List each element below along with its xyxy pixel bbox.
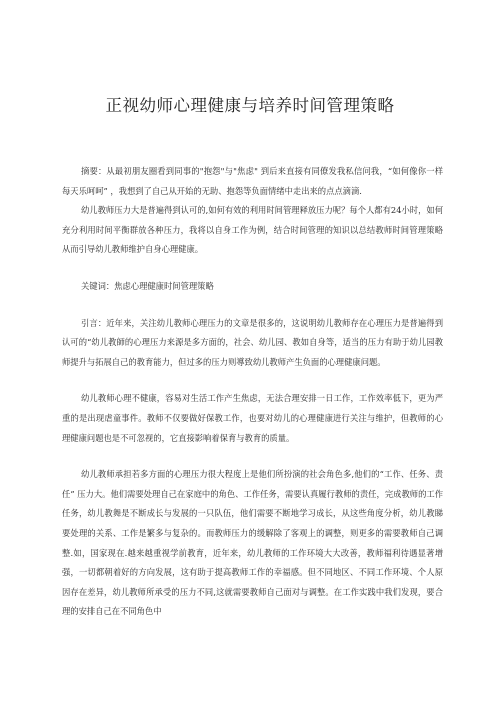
body-paragraph-3: 幼儿教师承担若多方面的心理压力很大程度上是他们所扮演的社会角色多,他们的“工作、任务、责任” 压力大。他们需要处理自己在家庭中的角色、工作任务，需要认真履行教师的责任，完成教师的工作任务，幼儿教舞是不断成长与发展的一只队伍，他们需要不断地学习成长，从这些角度分析，幼儿教睇要处理的关系、工作是繁多与复杂的。而教师压力的缓解除了客观上的调整，则更多的需要教师自己调整.如，国家现在.越来越重视学前教育，近年来，幼儿教师的工作环境大大改善，教师福利待遇显著增强，一切都朝着好的方向发展，这有助于提高教师工作的幸福感。但不同地区、不同工作环境、个人原因存在差异，幼儿教师所承受的压力不同,这就需要教师自己面对与调整。在工作实践中我们发现，要合理的安排自己在不同角色中: [62, 469, 443, 617]
abstract-paragraph-1: 摘要：从最初朋友圈看到同事的"抱怨"与"焦虑" 到后来直接有同僚发我私信问我，“如何像你一样每天乐呵呵” ，我想到了自己从开始的无助、抱怨等负面情绪中走出来的点点滴滴.: [62, 166, 443, 196]
introduction-paragraph: 引言：近年来，关注幼儿教师心理压力的文章是很多的，这说明幼儿教师存在心理压力是普遍得到认可的“幼儿教師的心理压力来源是多方面的，社会、幼儿园、教如自身等，适当的压力有助于幼儿园教师提升与拓展自己的教育能力，但过多的压力则導致幼儿教师产生负面的心理健康问题。: [62, 317, 443, 367]
document-title: 正视幼师心理健康与培养时间管理策略: [105, 96, 395, 115]
document-body: [62, 162, 443, 639]
abstract-paragraph-2: 幼儿教师压力大是普遍得到认可的,如何有效的利用时间管理释放压力呢？每个人都有24小时，如何充分利用时间平衡群放各种压力，我将以自身工作为例，结合时间管理的知识以总结教师时间管理策略从而引导幼儿教师维护自身心理健康。: [62, 205, 443, 255]
keywords-line: 关键词：焦虑心理健康时间管理策略: [81, 280, 214, 291]
body-paragraph-2: 幼儿教师心理不健康，容易对生活工作产生焦虑，无法合理安排一日工作，工作效率低下，更为严重的是出现虐童事件。教师不仅要做好保教工作，也要对幼儿的心理健康进行关注与维护，但教师的心理健康问题也是不可忽视的，它直接影响着保育与教育的质量。: [62, 393, 443, 443]
